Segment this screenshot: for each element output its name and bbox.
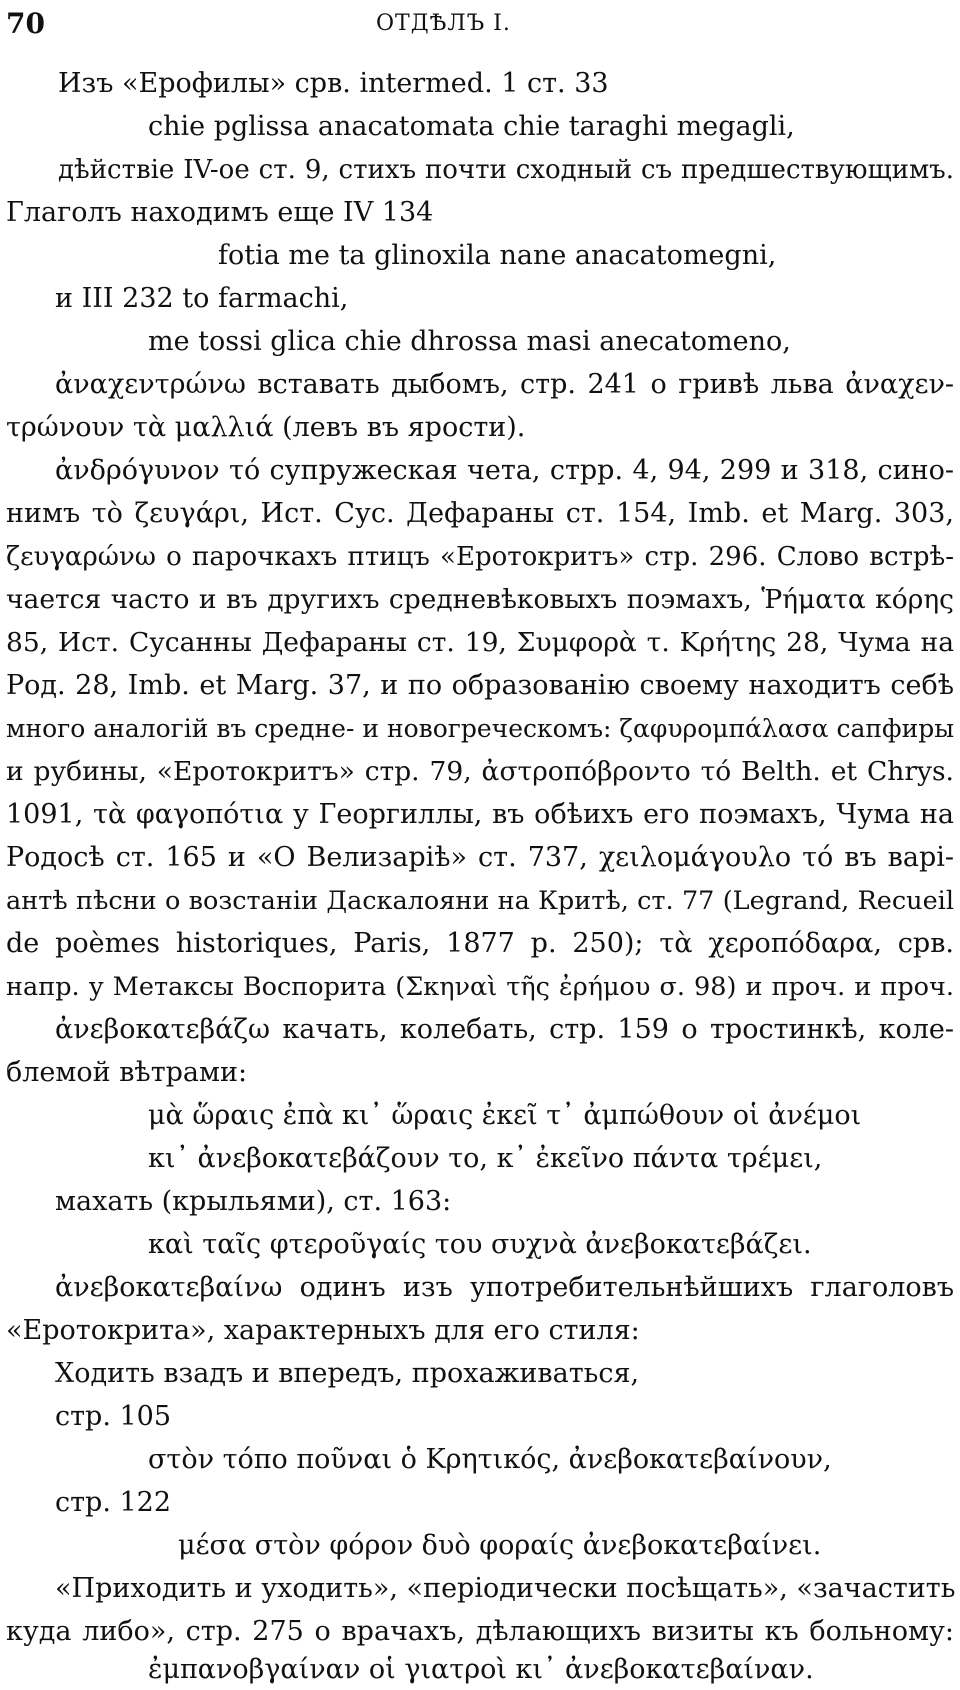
text-line: Родосѣ ст. 165 и «О Велизаріѣ» ст. 737, χειλομάγουλο τό въ варі-	[6, 842, 954, 873]
text-line: de poèmes historiques, Paris, 1877 p. 250); τὰ χεροπόδαρα, срв.	[6, 928, 954, 959]
text-line: куда либо», стр. 275 о врачахъ, дѣлающихъ визиты къ больному:	[6, 1616, 954, 1647]
text-line: ἀνεβοκατεβάζω качать, колебать, стр. 159 о тростинкѣ, коле-	[55, 1014, 954, 1045]
verse-line: μέσα στὸν φόρον δυὸ φοραίς ἀνεβοκατεβαίνει.	[178, 1530, 822, 1561]
text-line: блемой вѣтрами:	[6, 1057, 248, 1088]
text-line: дѣйствіе IV-ое ст. 9, стихъ почти сходный съ предшествующимъ.	[58, 155, 954, 185]
text-line: нимъ τὸ ζευγάρι, Ист. Сус. Дефараны ст. 154, Imb. et Marg. 303,	[6, 498, 954, 529]
text-line: Изъ «Ерофилы» срв. intermed. 1 ст. 33	[58, 68, 609, 99]
text-line: чается часто и въ другихъ средневѣковыхъ поэмахъ, Ῥήματα κόρης	[6, 584, 954, 615]
text-line: много аналогій въ средне- и новогреческомъ: ζαφυρομπάλασα сапфиры	[6, 714, 955, 743]
verse-line: fotia me ta glinoxila nane anacatomegni,	[218, 240, 777, 271]
verse-line: κι᾽ ἀνεβοκατεβάζουν το, κ᾽ ἐκεῖνο πάντα τρέμει,	[148, 1143, 823, 1174]
text-line: 1091, τὰ φαγοπότια у Георгиллы, въ обѣихъ его поэмахъ, Чума на	[6, 799, 954, 830]
text-line: ἀνεβοκατεβαίνω одинъ изъ употребительнѣйшихъ глаголовъ	[55, 1272, 954, 1303]
text-line: Ходить взадъ и впередъ, прохаживаться,	[55, 1358, 640, 1389]
text-line: «Еротокрита», характерныхъ для его стиля:	[6, 1315, 640, 1346]
verse-line: me tossi glica chie dhrossa masi anecatomeno,	[148, 326, 791, 357]
text-line: и рубины, «Еротокритъ» стр. 79, ἀστροπόβροντο τό Belth. et Chrys.	[6, 756, 954, 787]
verse-line: στὸν τόπο ποῦναι ὁ Κρητικός, ἀνεβοκατεβαίνουν,	[148, 1444, 832, 1475]
text-line: «Приходить и уходить», «періодически посѣщать», «зачастить	[55, 1573, 956, 1604]
text-line: напр. у Метаксы Воспорита (Σκηναὶ τῆς ἐρήμου σ. 98) и проч. и проч.	[6, 972, 954, 1002]
page-header	[6, 4, 954, 44]
text-line: махать (крыльями), ст. 163:	[55, 1186, 452, 1217]
text-line: ζευγαρώνω о парочкахъ птицъ «Еротокритъ» стр. 296. Слово встрѣ-	[6, 542, 954, 572]
text-line: стр. 122	[55, 1487, 172, 1518]
text-line: ἀναχεντρώνω вставать дыбомъ, стр. 241 о гривѣ льва ἀναχεν-	[55, 369, 954, 400]
text-line: Род. 28, Imb. et Marg. 37, и по образованію своему находитъ себѣ	[6, 670, 954, 701]
running-head: ОТДѢЛЪ I.	[376, 11, 511, 36]
text-line: 85, Ист. Сусанны Дефараны ст. 19, Συμφορὰ τ. Κρήτης 28, Чума на	[6, 627, 954, 658]
verse-line: ἐμπανοβγαίναν οἱ γιατροὶ κι᾽ ἀνεβοκατεβαίναν.	[148, 1654, 814, 1685]
page-number: 70	[6, 7, 45, 40]
verse-line: καὶ ταῖς φτεροῦγαίς του συχνὰ ἀνεβοκατεβάζει.	[148, 1229, 812, 1260]
verse-line: chie pglissa anacatomata chie taraghi megagli,	[148, 111, 795, 142]
verse-line: μὰ ὥραις ἐπὰ κι᾽ ὥραις ἐκεῖ τ᾽ ἀμπώθουν οἱ ἀνέμοι	[148, 1100, 862, 1131]
text-line: антѣ пѣсни о возстаніи Даскалояни на Критѣ, ст. 77 (Legrand, Recueil	[6, 886, 954, 916]
text-line: и III 232 to farmachi,	[55, 283, 349, 314]
text-line: ἀνδρόγυνον τό супружеская чета, стрр. 4, 94, 299 и 318, сино-	[55, 455, 954, 486]
text-line: Глаголъ находимъ еще IV 134	[6, 197, 434, 228]
text-line: τρώνουν τὰ μαλλιά (левъ въ ярости).	[6, 412, 526, 443]
text-line: стр. 105	[55, 1401, 172, 1432]
